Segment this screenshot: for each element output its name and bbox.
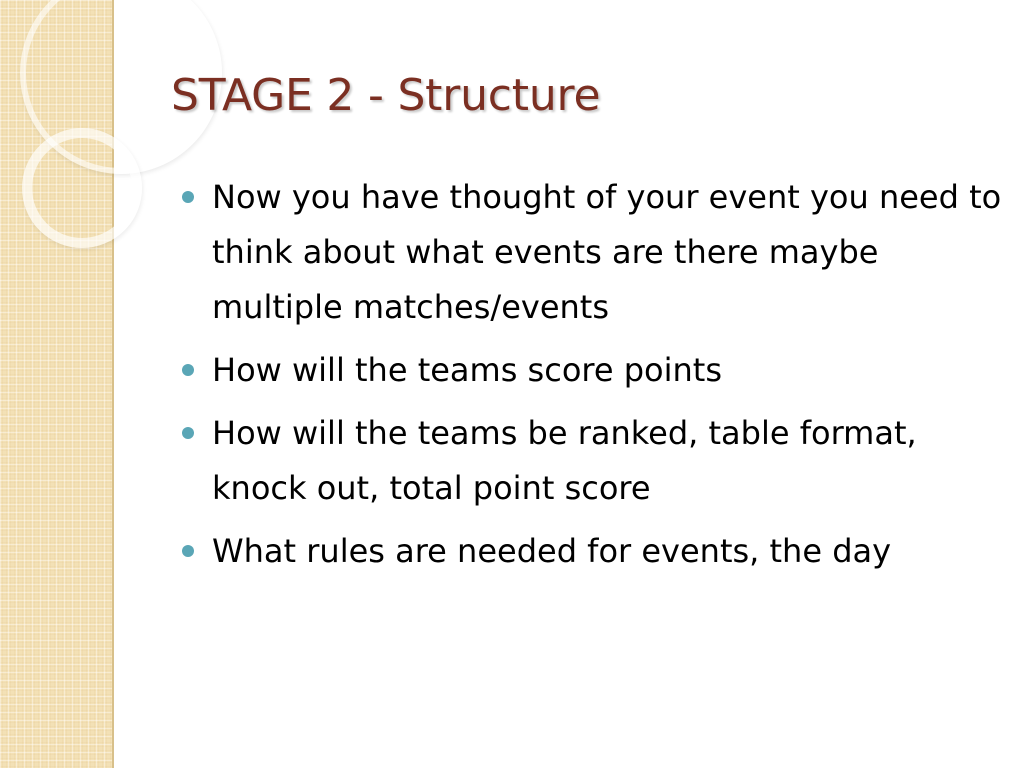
bullet-dot-icon [182, 364, 194, 376]
bullet-text: What rules are needed for events, the day [212, 532, 892, 570]
bullet-item-ranking-format [182, 406, 932, 516]
slide-title: STAGE 2 - Structure [171, 70, 601, 121]
bullet-dot-icon [182, 545, 194, 557]
bullet-list [182, 170, 1007, 587]
bullet-dot-icon [182, 191, 194, 203]
bullet-dot-icon [182, 427, 194, 439]
bullet-text: How will the teams be ranked, table format, knock out, total point score [212, 414, 917, 507]
bullet-item-rules [182, 524, 1024, 579]
bullet-item-score-points [182, 343, 1007, 398]
sidebar-divider [112, 0, 114, 768]
bullet-text: How will the teams score points [212, 351, 722, 389]
decorative-sidebar [0, 0, 114, 768]
bullet-item-event-planning [182, 170, 1007, 335]
bullet-text: Now you have thought of your event you need to think about what events are there maybe multiple matches/events [212, 178, 1002, 326]
